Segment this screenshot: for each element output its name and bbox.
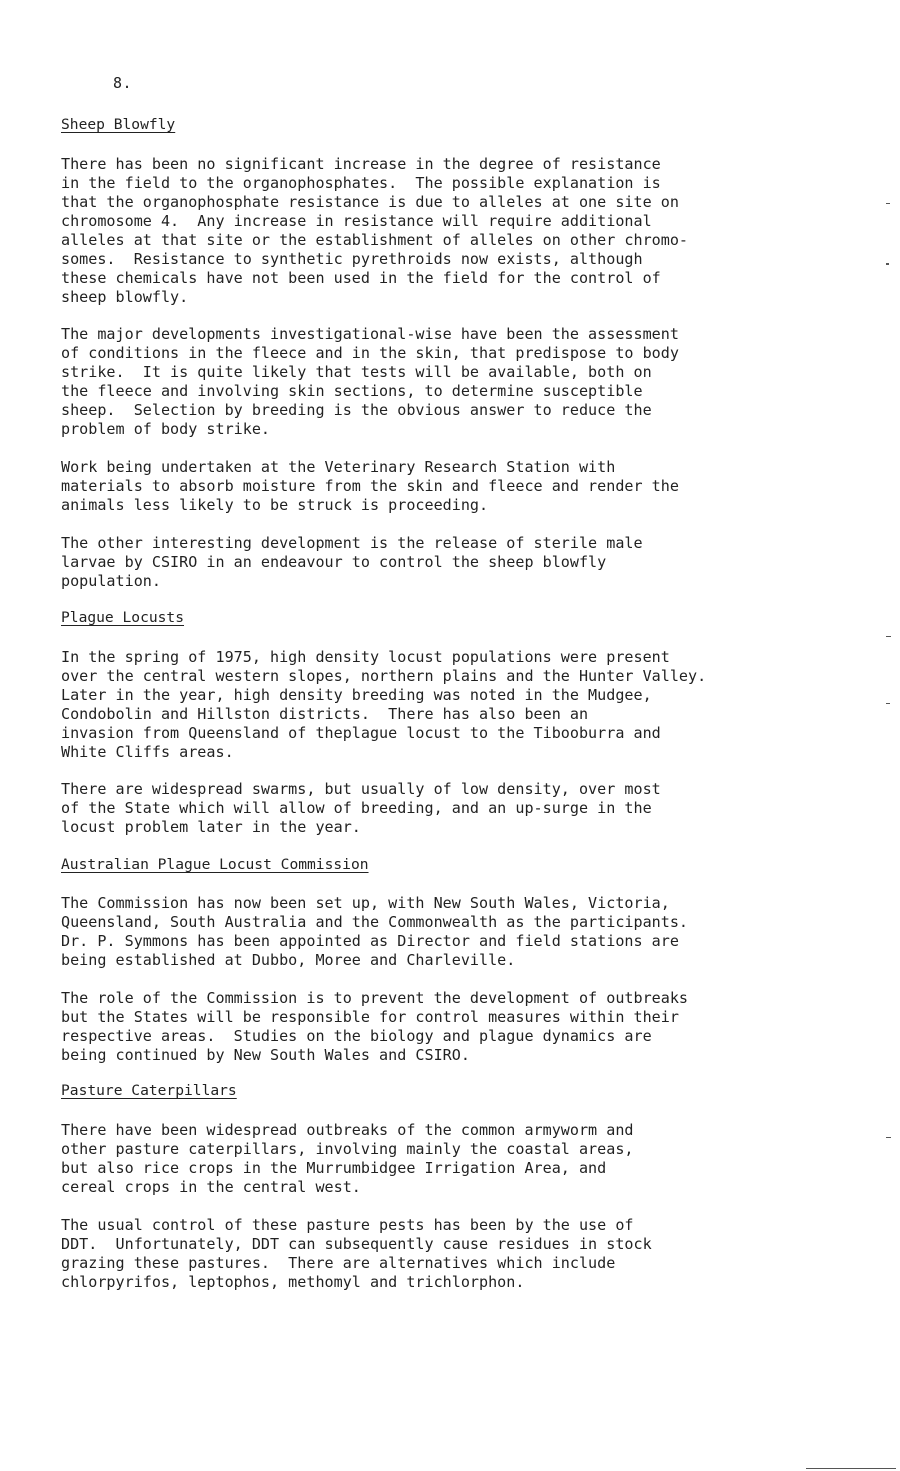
section-heading-locust-commission: Australian Plague Locust Commission: [61, 856, 369, 873]
text-line: being established at Dubbo, Moree and Charleville.: [61, 951, 516, 969]
text-line: that the organophosphate resistance is due to alleles at one site on: [61, 193, 679, 211]
paragraph: [61, 534, 871, 591]
text-line: respective areas. Studies on the biology and plague dynamics are: [61, 1027, 652, 1045]
section-heading-sheep-blowfly: Sheep Blowfly: [61, 116, 176, 133]
text-line: but also rice crops in the Murrumbidgee Irrigation Area, and: [61, 1159, 607, 1177]
margin-mark: [886, 1137, 891, 1138]
text-line: Later in the year, high density breeding was noted in the Mudgee,: [61, 686, 652, 704]
text-line: The major developments investigational-wise have been the assessment: [61, 325, 679, 343]
paragraph: [61, 780, 871, 837]
text-line: animals less likely to be struck is proceeding.: [61, 496, 489, 514]
text-line: invasion from Queensland of theplague locust to the Tibooburra and: [61, 724, 661, 742]
text-line: the fleece and involving skin sections, to determine susceptible: [61, 382, 643, 400]
text-line: DDT. Unfortunately, DDT can subsequently cause residues in stock: [61, 1235, 652, 1253]
text-line: The role of the Commission is to prevent the development of outbreaks: [61, 989, 689, 1007]
text-line: strike. It is quite likely that tests will be available, both on: [61, 363, 652, 381]
text-line: There has been no significant increase in the degree of resistance: [61, 155, 661, 173]
text-line: being continued by New South Wales and CSIRO.: [61, 1046, 470, 1064]
text-line: sheep. Selection by breeding is the obvious answer to reduce the: [61, 401, 652, 419]
section-heading-pasture-caterpillars: Pasture Caterpillars: [61, 1082, 237, 1099]
text-line: Work being undertaken at the Veterinary Research Station with: [61, 458, 616, 476]
text-line: There are widespread swarms, but usually of low density, over most: [61, 780, 661, 798]
text-line: The Commission has now been set up, with New South Wales, Victoria,: [61, 894, 670, 912]
text-line: grazing these pastures. There are alternatives which include: [61, 1254, 616, 1272]
text-line: locust problem later in the year.: [61, 818, 361, 836]
margin-mark: [886, 703, 890, 704]
text-line: alleles at that site or the establishment of alleles on other chromo-: [61, 231, 689, 249]
section-heading-plague-locusts: Plague Locusts: [61, 609, 185, 626]
paragraph: [61, 1121, 871, 1197]
text-line: In the spring of 1975, high density locust populations were present: [61, 648, 670, 666]
bottom-rule: [806, 1468, 896, 1469]
text-line: other pasture caterpillars, involving mainly the coastal areas,: [61, 1140, 634, 1158]
page-number: 8.: [113, 74, 133, 92]
text-line: these chemicals have not been used in the field for the control of: [61, 269, 661, 287]
paragraph: [61, 989, 871, 1065]
text-line: The usual control of these pasture pests has been by the use of: [61, 1216, 634, 1234]
margin-mark: [886, 636, 891, 637]
text-line: chromosome 4. Any increase in resistance will require additional: [61, 212, 652, 230]
text-line: larvae by CSIRO in an endeavour to control the sheep blowfly: [61, 553, 607, 571]
paragraph: [61, 648, 871, 762]
margin-mark: [886, 263, 889, 265]
text-line: materials to absorb moisture from the skin and fleece and render the: [61, 477, 679, 495]
paragraph: [61, 894, 871, 970]
text-line: sheep blowfly.: [61, 288, 189, 306]
paragraph: [61, 325, 871, 439]
text-line: Condobolin and Hillston districts. There has also been an: [61, 705, 589, 723]
paragraph: [61, 1216, 871, 1292]
text-line: of conditions in the fleece and in the skin, that predispose to body: [61, 344, 679, 362]
text-line: cereal crops in the central west.: [61, 1178, 361, 1196]
text-line: There have been widespread outbreaks of the common armyworm and: [61, 1121, 634, 1139]
text-line: Dr. P. Symmons has been appointed as Director and field stations are: [61, 932, 679, 950]
text-line: somes. Resistance to synthetic pyrethroids now exists, although: [61, 250, 643, 268]
text-line: White Cliffs areas.: [61, 743, 234, 761]
paragraph: [61, 458, 871, 515]
text-line: over the central western slopes, northern plains and the Hunter Valley.: [61, 667, 707, 685]
text-line: problem of body strike.: [61, 420, 271, 438]
text-line: Queensland, South Australia and the Commonwealth as the participants.: [61, 913, 689, 931]
text-line: chlorpyrifos, leptophos, methomyl and trichlorphon.: [61, 1273, 525, 1291]
margin-mark: [886, 203, 890, 204]
text-line: of the State which will allow of breeding, and an up-surge in the: [61, 799, 652, 817]
text-line: population.: [61, 572, 161, 590]
paragraph: [61, 155, 871, 307]
text-line: The other interesting development is the release of sterile male: [61, 534, 643, 552]
text-line: in the field to the organophosphates. The possible explanation is: [61, 174, 661, 192]
text-line: but the States will be responsible for control measures within their: [61, 1008, 679, 1026]
